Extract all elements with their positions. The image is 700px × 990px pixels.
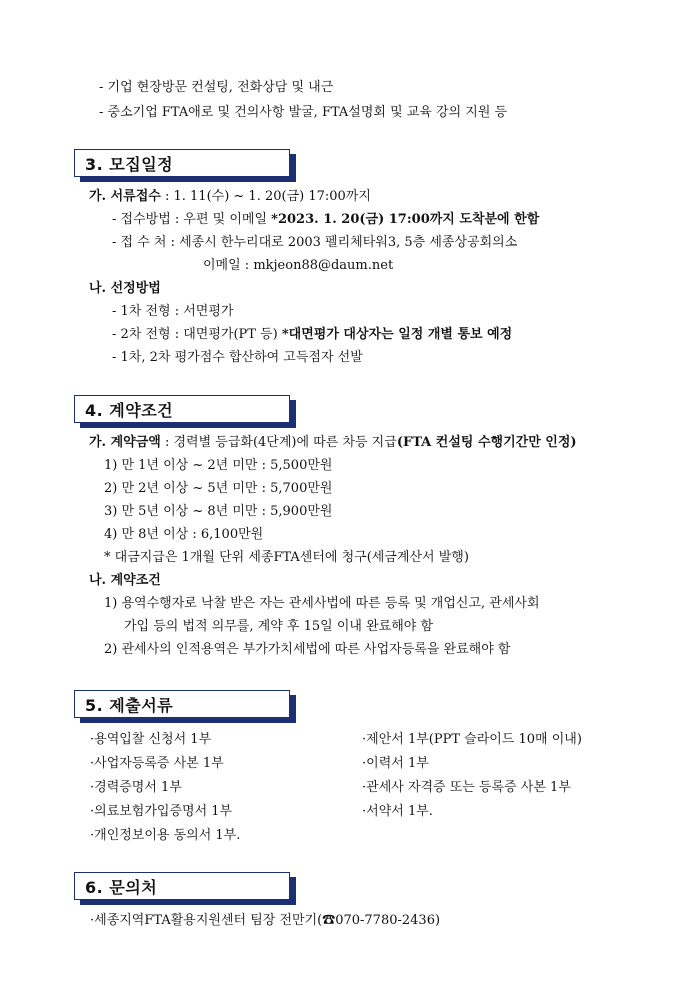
s3-method-deadline: *2023. 1. 20(금) 17:00까지 도착분에 한함: [271, 212, 540, 227]
s3-round2-note: *대면평가 대상자는 일정 개별 통보 예정: [281, 327, 513, 342]
s4-tier-3: 3) 만 5년 이상 ~ 8년 미만 : 5,900만원: [104, 504, 333, 519]
section-6-title: 6. 문의처: [85, 878, 158, 897]
s3-email-line: 이메일 : mkjeon88@daum.net: [203, 258, 394, 273]
s4-tier-1: 1) 만 1년 이상 ~ 2년 미만 : 5,500만원: [104, 458, 333, 473]
s4-amount-line: [89, 433, 577, 453]
section-5-header: [74, 690, 290, 718]
doc-item-right: ·관세사 자격증 또는 등록증 사본 1부: [362, 780, 571, 795]
section-4-header: [74, 395, 290, 423]
section-5-title: 5. 제출서류: [85, 696, 174, 715]
doc-item-right: ·서약서 1부.: [362, 804, 433, 819]
s4-tier-2: 2) 만 2년 이상 ~ 5년 미만 : 5,700만원: [104, 481, 333, 496]
s3-receipt-date: : 1. 11(수) ~ 1. 20(금) 17:00까지: [160, 189, 371, 204]
s3-round2-line: [112, 325, 512, 345]
s4-amount-text: : 경력별 등급화(4단계)에 따른 차등 지급: [160, 435, 397, 450]
s3-receipt-label: 가. 서류접수: [89, 189, 161, 204]
s4-term-1b: 가입 등의 법적 의무를, 계약 후 15일 이내 완료해야 함: [124, 619, 434, 634]
section-3-title: 3. 모집일정: [85, 155, 174, 174]
s4-terms-label: 나. 계약조건: [89, 573, 161, 588]
s3-receipt-line: [89, 187, 371, 207]
s4-term-2: 2) 관세사의 인적용역은 부가가치세법에 따른 사업자등록을 완료해야 함: [104, 642, 511, 657]
s3-round1-line: - 1차 전형 : 서면평가: [112, 304, 234, 319]
section-4-title: 4. 계약조건: [85, 401, 174, 420]
s4-amount-label: 가. 계약금액: [89, 435, 161, 450]
s3-method-text: - 접수방법 : 우편 및 이메일: [112, 212, 272, 227]
s4-term-1a: 1) 용역수행자로 낙찰 받은 자는 관세사법에 따른 등록 및 개업신고, 관세사회: [104, 596, 540, 611]
doc-item-left: ·경력증명서 1부: [90, 780, 182, 795]
s3-round2-text: - 2차 전형 : 대면평가(PT 등): [112, 327, 282, 342]
contact-line: ·세종지역FTA활용지원센터 팀장 전만기(☎070-7780-2436): [90, 913, 441, 928]
s4-amount-note: (FTA 컨설팅 수행기간만 인정): [396, 435, 577, 450]
intro-line-1: - 기업 현장방문 컨설팅, 전화상담 및 내근: [99, 80, 334, 95]
doc-item-left: ·용역입찰 신청서 1부: [90, 732, 212, 747]
doc-item-right: ·이력서 1부: [362, 756, 429, 771]
doc-item-left: ·개인정보이용 동의서 1부.: [90, 828, 241, 843]
s3-place-line: - 접 수 처 : 세종시 한누리대로 2003 펠리체타워3, 5층 세종상공회의소: [112, 235, 518, 250]
doc-item-left: ·사업자등록증 사본 1부: [90, 756, 224, 771]
s4-tier-4: 4) 만 8년 이상 : 6,100만원: [104, 527, 264, 542]
s3-selection-label: 나. 선정방법: [89, 281, 161, 296]
intro-line-2: - 중소기업 FTA애로 및 건의사항 발굴, FTA설명회 및 교육 강의 지원 등: [99, 105, 508, 120]
s3-round3-line: - 1차, 2차 평가점수 합산하여 고득점자 선발: [112, 350, 363, 365]
section-6-header: [74, 872, 290, 900]
doc-item-left: ·의료보험가입증명서 1부: [90, 804, 233, 819]
doc-item-right: ·제안서 1부(PPT 슬라이드 10매 이내): [362, 732, 582, 747]
s3-method-line: [112, 210, 539, 230]
section-3-header: [74, 149, 290, 177]
s4-payment-note: * 대금지급은 1개월 단위 세종FTA센터에 청구(세금계산서 발행): [104, 550, 469, 565]
